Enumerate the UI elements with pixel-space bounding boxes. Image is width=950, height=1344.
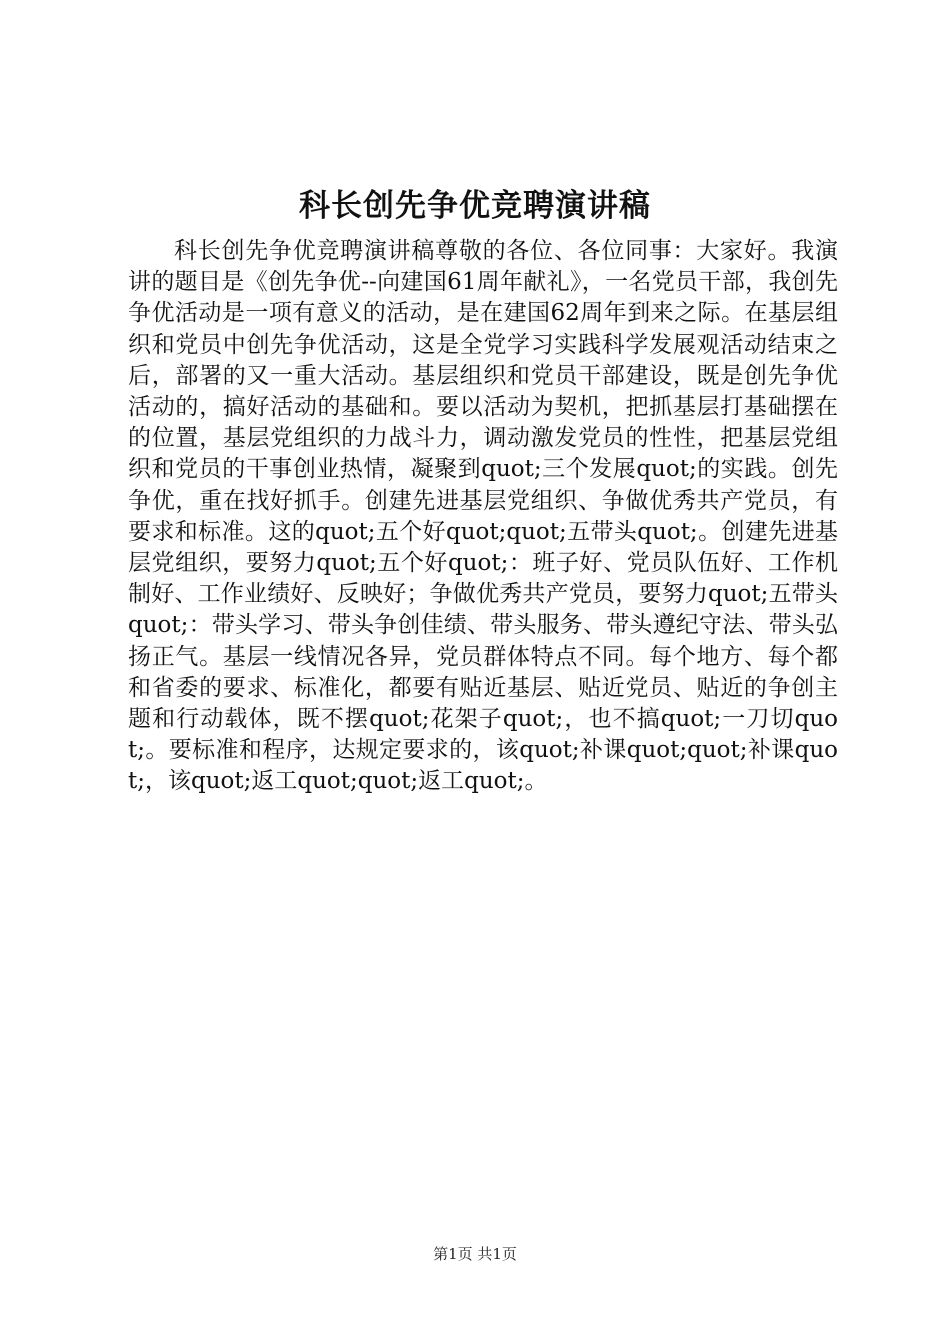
page-footer: 第1页 共1页 <box>433 1245 517 1263</box>
document-title: 科长创先争优竞聘演讲稿 <box>299 188 651 224</box>
body-paragraph: 科长创先争优竞聘演讲稿尊敬的各位、各位同事：大家好。我演讲的题目是《创先争优--向建国61周年献礼》，一名党员干部，我创先争优活动是一项有意义的活动，是在建国62周年到来之际。在基层组织和党员中创先争优活动，这是全党学习实践科学发展观活动结束之后，部署的又一重大活动。基层组织和党员干部建设，既是创先争优活动的，搞好活动的基础和。要以活动为契机，把抓基层打基础摆在的位置，基层党组织的力战斗力，调动激发党员的性性，把基层党组织和党员的干事创业热情，凝聚到quot;三个发展quot;的实践。创先争优，重在找好抓手。创建先进基层党组织、争做优秀共产党员，有要求和标准。这的quot;五个好quot;quot;五带头quot;。创建先进基层党组织，要努力quot;五个好quot;：班子好、党员队伍好、工作机制好、工作业绩好、反映好；争做优秀共产党员，要努力quot;五带头quot;：带头学习、带头争创佳绩、带头服务、带头遵纪守法、带头弘扬正气。基层一线情况各异，党员群体特点不同。每个地方、每个都和省委的要求、标准化，都要有贴近基层、贴近党员、贴近的争创主题和行动载体，既不摆quot;花架子quot;，也不搞quot;一刀切quot;。要标准和程序，达规定要求的，该quot;补课quot;quot;补课quot;，该quot;返工quot;quot;返工quot;。 <box>128 238 838 795</box>
